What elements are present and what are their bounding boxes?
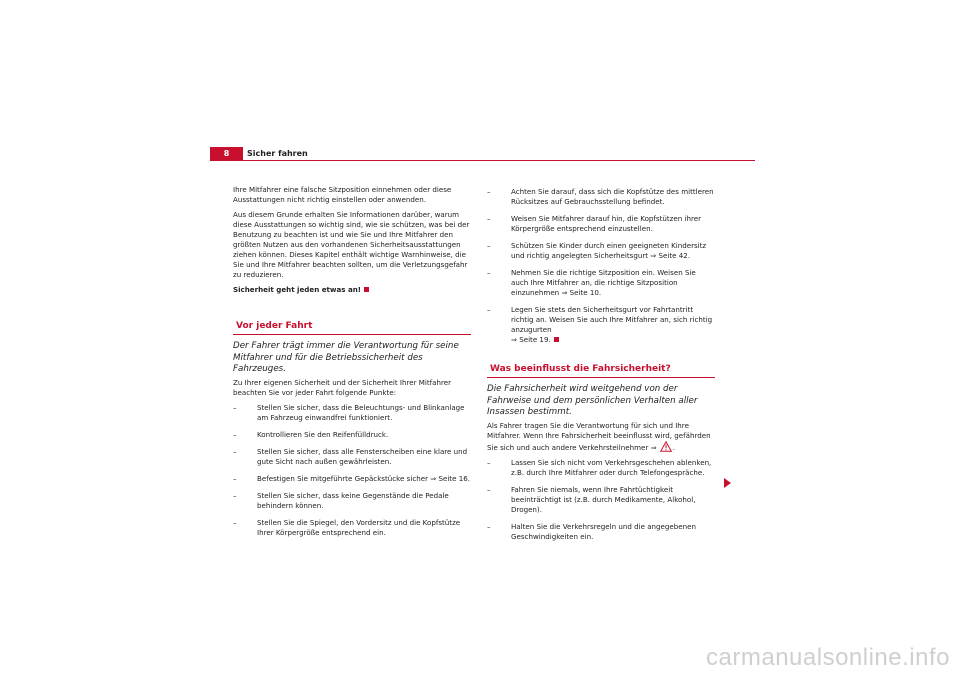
left-column — [233, 185, 471, 545]
list-item: – Fahren Sie niemals, wenn Ihre Fahrtüchtigkeit beeinträchtigt ist (z.B. durch Medikamente, Alkohol, Drogen). — [487, 485, 715, 515]
section-heading-vor-jeder-fahrt: Vor jeder Fahrt — [233, 321, 471, 335]
arrow-glyph: ⇒ — [650, 442, 657, 452]
list-item: – Stellen Sie sicher, dass die Beleuchtungs- und Blinkanlage am Fahrzeug einwandfrei funktioniert. — [233, 403, 471, 423]
list-item-text: Befestigen Sie mitgeführte Gepäckstücke sicher — [257, 473, 428, 483]
list-item: – Lassen Sie sich nicht vom Verkehrsgeschehen ablenken, z.B. durch Ihre Mitfahrer oder durch Telefongespräche. — [487, 458, 715, 478]
page-reference-link[interactable]: ⇒ Seite 16. — [430, 473, 470, 483]
list-item: – Halten Sie die Verkehrsregeln und die angegebenen Geschwindigkeiten ein. — [487, 522, 715, 542]
page-reference-link[interactable]: ⇒ Seite 10. — [561, 288, 602, 297]
list-item: – Stellen Sie sicher, dass keine Gegenstände die Pedale behindern können. — [233, 491, 471, 511]
list-item — [487, 305, 715, 345]
chapter-title: Sicher fahren — [247, 149, 308, 158]
section-lead: Die Fahrsicherheit wird weitgehend von der Fahrweise und dem persönlichen Verhalten aller Insassen bestimmt. — [487, 384, 698, 417]
intro-paragraph-2: Aus diesem Grunde erhalten Sie Informationen darüber, warum diese Ausstattungen so wichtig sind, wie sie schützen, was bei der Benutzung zu beachten ist und wie Sie und Ihre Mitfahrer den größten Nutzen aus den vorhandenen Sicherheitsausstattungen ziehen können. Dieses Kapitel enthält wichtige Warnhinweise, die Sie und Ihre Mitfahrer beachten sollten, um die Verletzungsgefahr zu reduzieren. — [233, 210, 470, 279]
warning-triangle-icon — [660, 441, 672, 452]
section-body — [487, 421, 715, 453]
intro-paragraph-1: Ihre Mitfahrer eine falsche Sitzposition einnehmen oder diese Ausstattungen nicht richtig einstellen oder anwenden. — [233, 185, 452, 204]
safety-list — [487, 458, 715, 542]
section-heading-fahrsicherheit: Was beeinflusst die Fahrsicherheit? — [487, 364, 715, 378]
intro-emphasis — [233, 285, 471, 295]
right-column — [487, 187, 715, 549]
header-divider — [243, 160, 755, 161]
list-item: – Weisen Sie Mitfahrer darauf hin, die Kopfstützen ihrer Körpergröße entsprechend einzustellen. — [487, 214, 715, 234]
list-item — [233, 474, 471, 484]
intro-emphasis-text: Sicherheit geht jeden etwas an! — [233, 285, 362, 294]
checklist-continued — [487, 187, 715, 345]
list-item: – Achten Sie darauf, dass sich die Kopfstütze des mittleren Rücksitzes auf Gebrauchsstellung befindet. — [487, 187, 715, 207]
watermark: carmanualsonline.info — [706, 644, 950, 671]
list-item-text: Nehmen Sie die richtige Sitzposition ein. Weisen Sie auch Ihre Mitfahrer an, die richtige Sitzposition einzunehmen — [511, 268, 696, 297]
list-item-text: Schützen Sie Kinder durch einen geeigneten Kindersitz und richtig angelegten Sicherheitsgurt — [511, 241, 707, 260]
sentence-end: . — [672, 442, 676, 452]
list-item-text: Legen Sie stets den Sicherheitsgurt vor Fahrtantritt richtig an. Weisen Sie auch Ihre Mitfahrer an, sich richtig anzugurten — [511, 305, 713, 334]
list-item — [487, 241, 715, 261]
list-item — [487, 268, 715, 298]
section-body-text: Als Fahrer tragen Sie die Verantwortung für sich und Ihre Mitfahrer. Wenn Ihre Fahrsicherheit beeinflusst wird, gefährden Sie sich und auch andere Verkehrsteilnehmer — [487, 420, 711, 452]
section-lead: Der Fahrer trägt immer die Verantwortung für seine Mitfahrer und für die Betriebssicherheit des Fahrzeuges. — [233, 341, 459, 374]
page-reference-link[interactable]: ⇒ Seite 19. — [511, 335, 551, 344]
list-item: – Stellen Sie sicher, dass alle Fensterscheiben eine klare und gute Sicht nach außen gewährleisten. — [233, 447, 471, 467]
page-reference-link[interactable]: ⇒ Seite 42. — [650, 251, 691, 260]
checklist — [233, 403, 471, 538]
page-number: 8 — [210, 147, 243, 161]
list-item: – Kontrollieren Sie den Reifenfülldruck. — [233, 430, 471, 440]
section-body: Zu Ihrer eigenen Sicherheit und der Sicherheit Ihrer Mitfahrer beachten Sie vor jeder Fahrt folgende Punkte: — [233, 377, 452, 397]
section-end-marker — [364, 287, 369, 292]
list-item: – Stellen Sie die Spiegel, den Vordersitz und die Kopfstütze Ihrer Körpergröße entsprechend ein. — [233, 518, 471, 538]
section-end-marker — [554, 337, 559, 342]
warning-reference-link[interactable] — [650, 442, 676, 452]
continue-arrow-icon — [724, 478, 731, 488]
